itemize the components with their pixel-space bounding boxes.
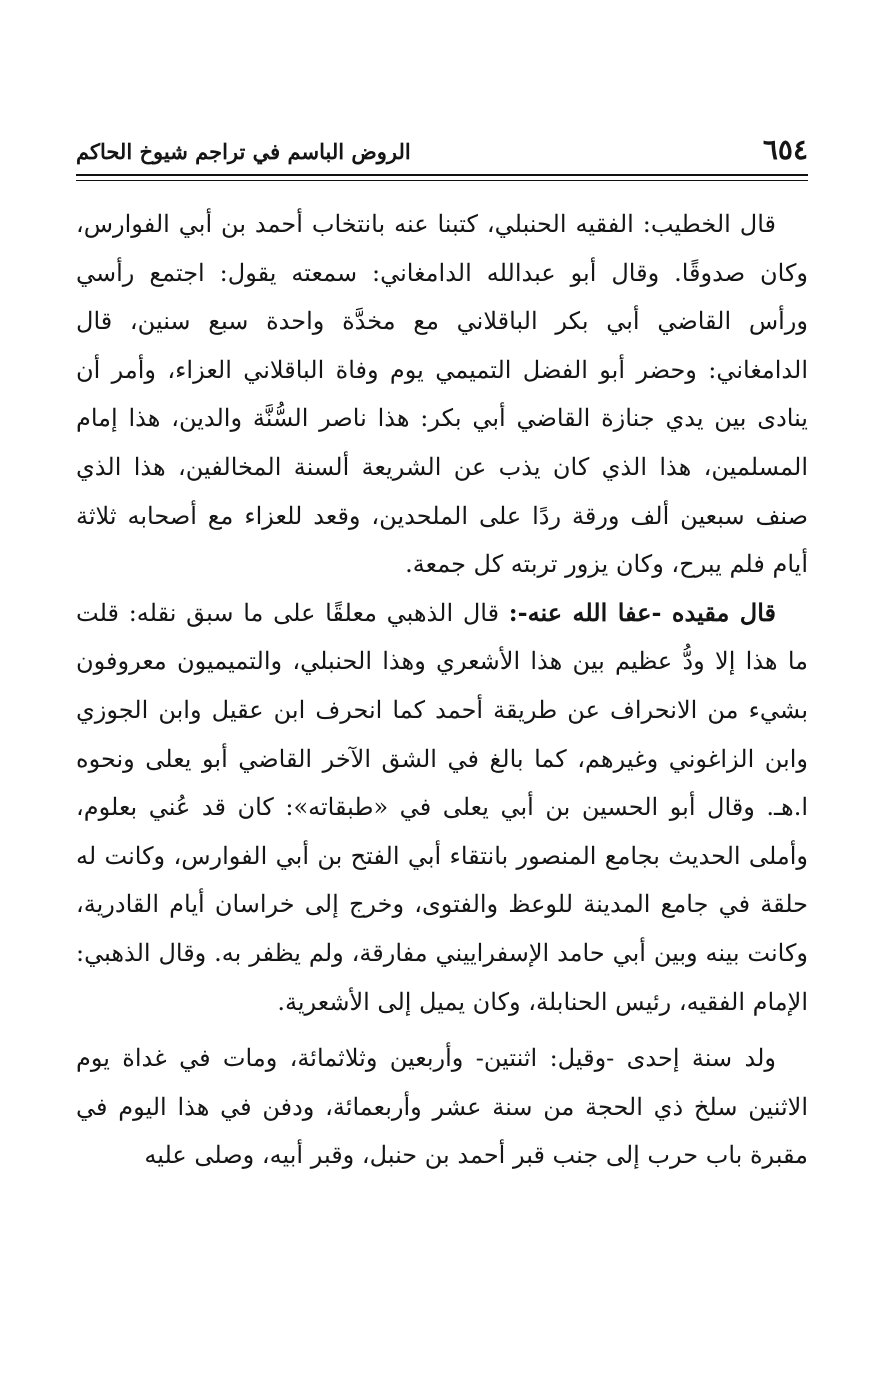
paragraph-2 [76, 589, 808, 1026]
running-title: الروض الباسم في تراجم شيوخ الحاكم [76, 139, 411, 164]
header-rule-thick [76, 174, 808, 176]
header-rule-thin [76, 180, 808, 181]
page-header [76, 132, 808, 172]
paragraph-2-lead: قال مقيده -عفا الله عنه-: [508, 597, 776, 627]
body-text [76, 200, 808, 1180]
paragraph-3: ولد سنة إحدى -وقيل: اثنتين- وأربعين وثلاثمائة، ومات في غداة يوم الاثنين سلخ ذي الحجة من سنة عشر وأربعمائة، ودفن في هذا اليوم في مقبرة باب حرب إلى جنب قبر أحمد بن حنبل، وقبر أبيه، وصلى عليه [76, 1044, 808, 1170]
paragraph-2-text: قال الذهبي معلقًا على ما سبق نقله: قلت ما هذا إلا ودُّ عظيم بين هذا الأشعري وهذا الحنبلي، والتميميون معروفون بشيء من الانحراف عن طريقة أحمد كما انحرف ابن عقيل وابن الجوزي وابن الزاغوني وغيرهم، كما بالغ في الشق الآخر القاضي أبو يعلى ونحوه ا.هـ. وقال أبو الحسين بن أبي يعلى في «طبقاته»: كان قد عُني بعلوم، وأملى الحديث بجامع المنصور بانتقاء أبي الفتح بن أبي الفوارس، وكانت له حلقة في جامع المدينة للوعظ والفتوى، وخرج إلى خراسان أيام القادرية، وكانت بينه وبين أبي حامد الإسفراييني مفارقة، ولم يظفر به. وقال الذهبي: الإمام الفقيه، رئيس الحنابلة، وكان يميل إلى الأشعرية. [76, 598, 808, 1016]
page-number: ٦٥٤ [762, 133, 808, 166]
paragraph-1: قال الخطيب: الفقيه الحنبلي، كتبنا عنه بانتخاب أحمد بن أبي الفوارس، وكان صدوقًا. وقال أبو عبدالله الدامغاني: سمعته يقول: اجتمع رأسي ورأس القاضي أبي بكر الباقلاني مع مخدَّة واحدة سبع سنين، قال الدامغاني: وحضر أبو الفضل التميمي يوم وفاة الباقلاني العزاء، وأمر أن ينادى بين يدي جنازة القاضي أبي بكر: هذا ناصر السُّنَّة والدين، هذا إمام المسلمين، هذا الذي كان يذب عن الشريعة ألسنة المخالفين، هذا الذي صنف سبعين ألف ورقة ردًا على الملحدين، وقعد للعزاء مع أصحابه ثلاثة أيام فلم يبرح، وكان يزور تربته كل جمعة. [76, 210, 809, 579]
